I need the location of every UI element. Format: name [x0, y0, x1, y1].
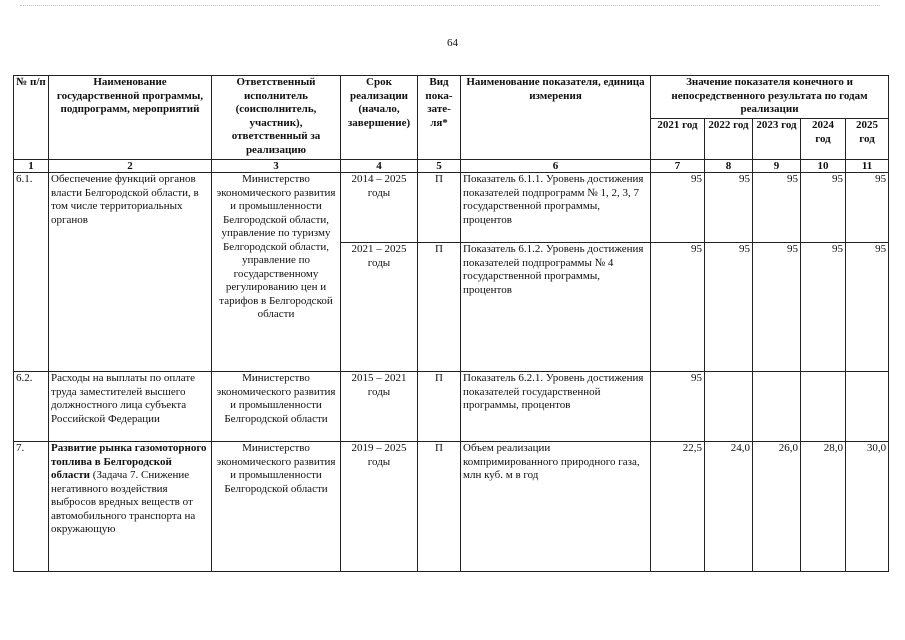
indicator-name: Показатель 6.1.2. Уровень достижения показателей подпрограммы № 4 государственной программы, процентов [461, 243, 651, 372]
value-2023: 26,0 [753, 442, 801, 572]
value-2022 [705, 372, 753, 442]
term: 2019 – 2025 годы [341, 442, 418, 572]
header-col-indicator-type: Вид пока-зате-ля* [418, 76, 461, 160]
indicator-type: П [418, 243, 461, 372]
responsible-executor: Министерство экономического развития и промышленности Белгородской области [212, 442, 341, 572]
header-col-term: Срок реализации (начало, завершение) [341, 76, 418, 160]
value-2021: 22,5 [651, 442, 705, 572]
value-2023 [753, 372, 801, 442]
term: 2014 – 2025 годы [341, 173, 418, 243]
value-2022: 95 [705, 173, 753, 243]
value-2025: 95 [846, 173, 889, 243]
value-2021: 95 [651, 372, 705, 442]
header-col-indicator-name: Наименование показателя, единица измерения [461, 76, 651, 160]
column-number: 10 [801, 160, 846, 173]
responsible-executor: Министерство экономического развития и промышленности Белгородской области [212, 372, 341, 442]
column-number: 11 [846, 160, 889, 173]
indicator-name: Показатель 6.1.1. Уровень достижения показателей подпрограмм № 1, 2, 3, 7 государственной программы, процентов [461, 173, 651, 243]
measure-name: Расходы на выплаты по оплате труда заместителей высшего должностного лица субъекта Российской Федерации [49, 372, 212, 442]
header-year: 2021 год [651, 119, 705, 160]
measure-name: Обеспечение функций органов власти Белгородской области, в том числе территориальных органов [49, 173, 212, 372]
value-2021: 95 [651, 243, 705, 372]
term: 2015 – 2021 годы [341, 372, 418, 442]
column-number: 1 [14, 160, 49, 173]
column-number: 2 [49, 160, 212, 173]
column-number: 6 [461, 160, 651, 173]
value-2024: 95 [801, 243, 846, 372]
value-2024 [801, 372, 846, 442]
value-2025 [846, 372, 889, 442]
value-2025: 30,0 [846, 442, 889, 572]
column-number: 9 [753, 160, 801, 173]
header-year: 2023 год [753, 119, 801, 160]
responsible-executor: Министерство экономического развития и промышленности Белгородской области, управление по туризму Белгородской области, управление по государственному регулированию цен и тарифов в Белгородской области [212, 173, 341, 372]
column-number: 3 [212, 160, 341, 173]
column-number-row [14, 160, 889, 173]
row-number: 6.1. [14, 173, 49, 372]
indicator-type: П [418, 372, 461, 442]
term: 2021 – 2025 годы [341, 243, 418, 372]
value-2023: 95 [753, 173, 801, 243]
column-number: 7 [651, 160, 705, 173]
indicator-name: Показатель 6.2.1. Уровень достижения показателей государственной программы, процентов [461, 372, 651, 442]
column-number: 4 [341, 160, 418, 173]
top-scan-line [20, 5, 880, 6]
indicator-type: П [418, 442, 461, 572]
header-year: 2024 год [801, 119, 846, 160]
value-2025: 95 [846, 243, 889, 372]
value-2024: 95 [801, 173, 846, 243]
row-number: 6.2. [14, 372, 49, 442]
table-row [14, 173, 889, 243]
indicator-table [13, 75, 889, 572]
row-number: 7. [14, 442, 49, 572]
value-2022: 24,0 [705, 442, 753, 572]
value-2024: 28,0 [801, 442, 846, 572]
table-row [14, 442, 889, 572]
header-year: 2025 год [846, 119, 889, 160]
header-col-executor: Ответственный исполнитель (соисполнитель, участник), ответственный за реализацию [212, 76, 341, 160]
value-2022: 95 [705, 243, 753, 372]
value-2023: 95 [753, 243, 801, 372]
indicator-type: П [418, 173, 461, 243]
column-number: 5 [418, 160, 461, 173]
measure-name [49, 442, 212, 572]
column-number: 8 [705, 160, 753, 173]
value-2021: 95 [651, 173, 705, 243]
header-col-number: № п/п [14, 76, 49, 160]
header-col-program-name: Наименование государственной программы, подпрограмм, мероприятий [49, 76, 212, 160]
table-row [14, 372, 889, 442]
page-number: 64 [447, 37, 458, 49]
header-row-1 [14, 76, 889, 119]
indicator-name: Объем реализации компримированного природного газа, млн куб. м в год [461, 442, 651, 572]
header-values-group: Значение показателя конечного и непосредственного результата по годам реализации [651, 76, 889, 119]
measure-name-bold: Развитие рынка газомоторного топлива в Белгородской области [51, 442, 207, 481]
header-year: 2022 год [705, 119, 753, 160]
measure-name-task: (Задача 7. Снижение негативного воздействия выбросов вредных веществ от автомобильного транспорта на окружающую [51, 469, 196, 535]
